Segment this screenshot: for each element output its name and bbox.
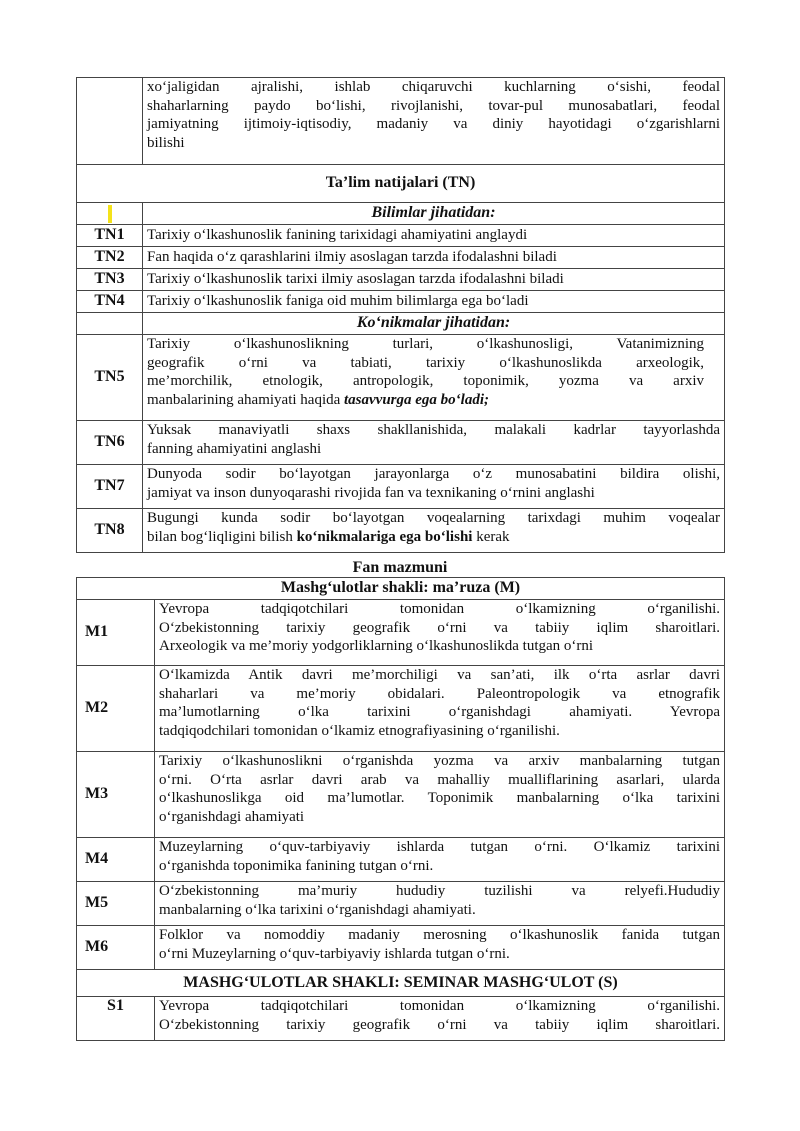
intro-row	[77, 78, 725, 165]
outcome-text	[143, 465, 725, 509]
table-row	[77, 838, 725, 882]
outcome-code: TN6	[77, 421, 143, 465]
lecture-code: M6	[77, 926, 155, 970]
lecture-text	[155, 666, 725, 752]
outcome-text: Fan haqida o‘z qarashlarini ilmiy asoslagan tarzda ifodalashni biladi	[143, 247, 725, 269]
text-fragment: bilan bog‘liqligini bilish	[147, 528, 297, 545]
bold-text: ko‘nikmalariga ega bo‘lishi	[296, 528, 473, 545]
text-line: Yuksak manaviyatli shaxs shakllanishida, malakali kadrlar tayyorlashda	[147, 422, 720, 438]
lecture-code: M4	[77, 838, 155, 882]
text-line: o‘rni. O‘rta asrlar davri arab va mahalliy mualliflarining asarlari, ularda	[159, 771, 720, 788]
table-row	[77, 421, 725, 465]
text-line: o‘rni Muzeylarning o‘quv-tarbiyaviy ishlarda tutgan o‘rni.	[159, 945, 510, 962]
table-row	[77, 600, 725, 666]
text-line: o‘lkashunoslikga oid ma’lumotlar. Toponimik manbalarning o‘lka tarixini	[159, 790, 720, 806]
text-line: ma’lumotlarning o‘lka tarixini o‘rganishdagi ahamiyati. Yevropa	[159, 704, 720, 720]
lecture-text	[155, 838, 725, 882]
outcome-text: Tarixiy o‘lkashunoslik faniga oid muhim bilimlarga ega bo‘ladi	[143, 291, 725, 313]
table-row	[77, 225, 725, 247]
text-line: manbalarning o‘lka tarixini o‘rganishdagi ahamiyati.	[159, 901, 476, 918]
konikmalar-heading: Ko‘nikmalar jihatidan:	[143, 313, 725, 335]
table-row	[77, 752, 725, 838]
outcome-text	[143, 421, 725, 465]
learning-outcomes-table	[76, 77, 725, 553]
table-row	[77, 291, 725, 313]
seminar-text	[155, 997, 725, 1041]
text-line: Dunyoda sodir bo‘layotgan jarayonlarga o‘z munosabatini bildira olishi,	[147, 466, 720, 482]
text-line: O‘zbekistonning tarixiy geografik o‘rni va tabiiy iqlim sharoitlari.	[159, 619, 720, 636]
outcome-code: TN3	[77, 269, 143, 291]
lecture-text	[155, 600, 725, 666]
seminar-code: S1	[77, 997, 155, 1041]
table-row	[77, 882, 725, 926]
outcome-text: Tarixiy o‘lkashunoslik tarixi ilmiy asoslagan tarzda ifodalashni biladi	[143, 269, 725, 291]
outcome-code: TN8	[77, 509, 143, 553]
text-line: xo‘jaligidan ajralishi, ishlab chiqaruvchi kuchlarning o‘sishi, feodal	[147, 79, 720, 95]
text-line: Muzeylarning o‘quv-tarbiyaviy ishlarda tutgan o‘rni. O‘lkamiz tarixini	[159, 839, 720, 855]
lecture-heading: Mashg‘ulotlar shakli: ma’ruza (M)	[77, 578, 725, 600]
text-line: Tarixiy o‘lkashunoslikni o‘rganishda yozma va arxiv manbalarning tutgan	[159, 753, 720, 769]
text-line: o‘rganishda toponimika fanining tutgan o‘rni.	[159, 857, 434, 874]
lecture-code: M1	[77, 600, 155, 666]
text-line: tadqiqodchilari tomonidan o‘lkamiz etnografiyasining o‘rganilishi.	[159, 722, 560, 739]
lecture-code: M5	[77, 882, 155, 926]
outcome-code: TN1	[77, 225, 143, 247]
table-row	[77, 509, 725, 553]
bilimlar-heading: Bilimlar jihatidan:	[143, 203, 725, 225]
text-line: geografik o‘rni va tabiati, tarixiy o‘lkashunoslikda arxeologik,	[147, 354, 704, 371]
table-row	[77, 247, 725, 269]
text-line: shaharlarning paydo bo‘lishi, rivojlanishi, tovar-pul munosabatlari, feodal	[147, 97, 720, 114]
text-line: fanning ahamiyatini anglashi	[147, 440, 322, 457]
text-line	[147, 528, 720, 547]
text-line: O‘lkamizda Antik davri me’morchiligi va san’ati, ilk o‘rta asrlar davri	[159, 667, 720, 683]
intro-text	[143, 78, 725, 165]
text-line: Yevropa tadqiqotchilari tomonidan o‘lkamizning o‘rganilishi.	[159, 601, 720, 617]
text-line: Folklor va nomoddiy madaniy merosning o‘lkashunoslik fanida tutgan	[159, 927, 720, 943]
text-line: me’morchilik, etnologik, antropologik, toponimik, yozma va arxiv	[147, 373, 704, 389]
section-title: Ta’lim natijalari (TN)	[77, 165, 725, 203]
lecture-code: M2	[77, 666, 155, 752]
table-row	[77, 269, 725, 291]
emphasis-text: tasavvurga ega bo‘ladi;	[344, 391, 489, 408]
lecture-text	[155, 882, 725, 926]
empty-code-cell	[77, 203, 143, 225]
text-line: o‘rganishdagi ahamiyati	[159, 808, 305, 825]
lecture-text	[155, 926, 725, 970]
table-row	[77, 926, 725, 970]
text-fragment: kerak	[472, 528, 510, 545]
outcome-code: TN2	[77, 247, 143, 269]
empty-code-cell	[77, 78, 143, 165]
text-line: shaharlari va me’moriy obidalari. Paleontropologik va etnografik	[159, 685, 720, 702]
table-row	[77, 335, 725, 421]
text-line: O‘zbekistonning tarixiy geografik o‘rni va tabiiy iqlim sharoitlari.	[159, 1016, 720, 1033]
outcome-code: TN4	[77, 291, 143, 313]
text-line: bilishi	[147, 134, 185, 151]
text-line: jamiyat va inson dunyoqarashi rivojida fan va texnikaning o‘rnini anglashi	[147, 484, 595, 501]
table-row	[77, 997, 725, 1041]
text-line: O‘zbekistonning ma’muriy hududiy tuzilishi va relyefi.Hududiy	[159, 883, 720, 899]
text-line	[147, 391, 704, 410]
text-line: Bugungi kunda sodir bo‘layotgan voqealarning tarixdagi muhim voqealar	[147, 510, 720, 526]
table-row	[77, 465, 725, 509]
course-content-table	[76, 577, 725, 1041]
outcome-text	[143, 509, 725, 553]
seminar-heading: MASHG‘ULOTLAR SHAKLI: SEMINAR MASHG‘ULOT (S)	[77, 970, 725, 997]
text-line: Tarixiy o‘lkashunoslikning turlari, o‘lkashunosligi, Vatanimizning	[147, 336, 704, 352]
outcome-code: TN7	[77, 465, 143, 509]
empty-code-cell	[77, 313, 143, 335]
outcome-text: Tarixiy o‘lkashunoslik fanining tarixidagi ahamiyatini anglaydi	[143, 225, 725, 247]
fan-mazmuni-heading: Fan mazmuni	[352, 559, 448, 576]
highlight-marker	[108, 205, 112, 223]
table-row	[77, 666, 725, 752]
lecture-text	[155, 752, 725, 838]
outcome-code: TN5	[77, 335, 143, 421]
outcome-text	[143, 335, 725, 421]
text-line: jamiyatning ijtimoiy-iqtisodiy, madaniy va diniy hayotidagi o‘zgarishlarni	[147, 116, 720, 132]
text-line: Yevropa tadqiqotchilari tomonidan o‘lkamizning o‘rganilishi.	[159, 998, 720, 1014]
text-line: Arxeologik va me’moriy yodgorliklarning o‘lkashunoslikda tutgan o‘rni	[159, 638, 594, 654]
lecture-code: M3	[77, 752, 155, 838]
text-fragment: manbalarining ahamiyati haqida	[147, 391, 345, 408]
